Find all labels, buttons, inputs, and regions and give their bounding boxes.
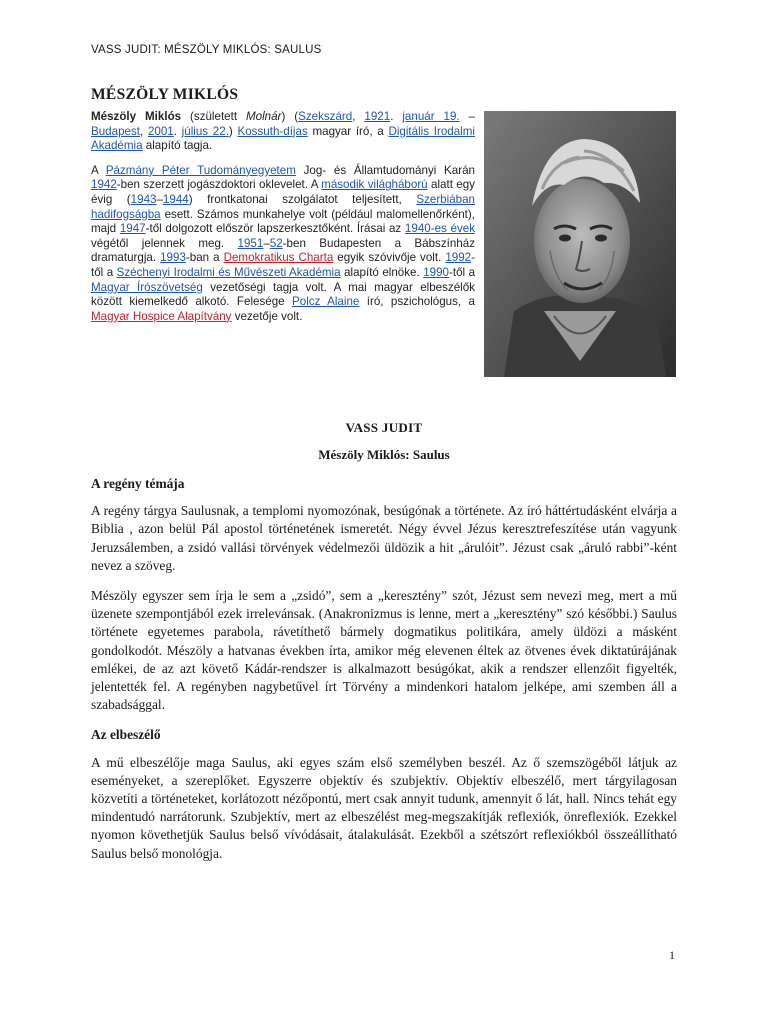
link-magyar-iroszovetseg[interactable]: Magyar Írószövetség [91, 280, 203, 294]
link-hadifogsagba[interactable]: hadifogságba [91, 207, 161, 221]
wiki-paragraph-1 [91, 110, 475, 154]
link-1990[interactable]: 1990 [423, 265, 449, 279]
text-fragment: alatt egy évig ( [91, 178, 475, 206]
text-fragment: esett. Számos munkahelye volt (például malomellenőrként), majd [91, 207, 475, 236]
wiki-paragraph-2 [91, 164, 475, 325]
page-number: 1 [669, 948, 675, 962]
link-2001[interactable]: 2001 [147, 124, 174, 138]
text-fragment: – [263, 236, 270, 250]
link-szerbiaban[interactable]: Szerbiában [416, 192, 475, 206]
section-heading: A regény témája [91, 476, 185, 491]
link-1944[interactable]: 1944 [162, 192, 189, 206]
link-pazmany[interactable]: Pázmány Péter Tudományegyetem [105, 163, 296, 177]
link-januar-19[interactable]: január 19. [402, 110, 460, 123]
wiki-excerpt [91, 110, 475, 334]
link-magyar-hospice-alapitvany[interactable]: Magyar Hospice Alapítvány [91, 309, 232, 323]
running-header: VASS JUDIT: MÉSZÖLY MIKLÓS: SAULUS [91, 44, 322, 56]
text-fragment: alapító elnöke. [340, 265, 424, 279]
body-paragraph: Mészöly egyszer sem írja le sem a „zsidó”, sem a „keresztény” szót, Jézust sem nevezi meg, mert a mű üzenete szempontjából ezek irrelevánsak. (Anakronizmus is lenne, mert a „keresztény” szó későbbi.) Saulus története egyetemes parabola, rávetíthető bármely dogmatikus politikára, amely üldözi a másként gondolkodót. Mészöly a hatvanas években írta, amikor még elevenen éltek az ötvenes évek diktatúrájának emlékei, de az azt követő Kádár-rendszer is alkalmazott besúgókat, akik a rendszer ellenzőit figyelték, jelentették fel. A regényben nagybetűvel írt Törvény a mindenkori hatalom jelképe, ami szemben áll a szabadsággal. [91, 588, 677, 713]
link-julius-22[interactable]: július 22. [181, 124, 229, 138]
link-masodik-vilaghaboru[interactable]: második világháború [321, 178, 428, 192]
text-fragment: alapító tagja. [142, 139, 213, 153]
link-1992[interactable]: 1992 [445, 251, 472, 265]
link-1993[interactable]: 1993 [160, 251, 186, 265]
article-author: VASS JUDIT [345, 420, 423, 435]
section-heading: Az elbeszélő [91, 727, 161, 743]
link-1943[interactable]: 1943 [130, 192, 157, 206]
text-fragment: vezetőségi tagja volt. A mai magyar elbeszélők között kiemelkedő alkotó. Felesége [91, 280, 475, 309]
link-1921[interactable]: 1921 [364, 110, 391, 123]
text-fragment: író, pszichológus, a [359, 295, 475, 309]
text-fragment: A [91, 163, 106, 177]
text-fragment: vezetője volt. [231, 309, 303, 323]
text-fragment: ) ( [281, 110, 299, 123]
text-fragment: , [352, 110, 365, 123]
text-fragment: -ban a [185, 251, 224, 265]
text-fragment: (született [181, 110, 246, 123]
portrait-image [484, 111, 676, 377]
wiki-title: MÉSZÖLY MIKLÓS [91, 86, 239, 103]
text-fragment: – [459, 110, 475, 123]
birth-name: Molnár [246, 110, 282, 123]
article-title: Mészöly Miklós: Saulus [318, 447, 450, 462]
portrait-photo [484, 111, 676, 377]
text-fragment: magyar író, a [307, 124, 389, 138]
link-polcz-alaine[interactable]: Polcz Alaine [292, 295, 360, 309]
text-fragment: -ben szerzett jogászdoktori oklevelet. A [116, 178, 322, 192]
subject-name: Mészöly Miklós [91, 110, 182, 123]
body-paragraph: A regény tárgya Saulusnak, a templomi nyomozónak, besúgónak a története. Az író háttértudásként elvárja a Biblia , azon belül Pál apostol történetének ismeretét. Négy évvel Jézus keresztrefeszítése után vagyunk Jeruzsálemben, a zsidó vallási törvények védelmezői üldözik a hit „árulóit”. Jézust csak „áruló rabbi”-ként nevez a szöveg. [91, 503, 677, 573]
link-szechenyi-akademia[interactable]: Széchenyi Irodalmi és Művészeti Akadémia [116, 265, 341, 279]
text-fragment: egyik szóvivője volt. [333, 251, 446, 265]
link-demokratikus-charta[interactable]: Demokratikus Charta [223, 251, 334, 265]
body-paragraph: A mű elbeszélője maga Saulus, aki egyes szám első személyben beszél. Az ő szemszögéből látjuk az eseményeket, a szereplőket. Egyszerre objektív és szubjektív. Objektív elbeszélő, mert tárgyilagosan közvetíti a történeteket, korlátozott nézőpontú, mert csak annyit tudunk, amennyit ő lát, hall. Nincs tehát egy mindentudó narrátorunk. Szubjektív, mert az elbeszélést meg-megszakítják reflexiók, önreflexiók. Ezekkel nyomon követhetjük Saulus belső vívódásait, átalakulását. Ezekből a szétszórt reflexiókból összeállítható Saulus belső monológja. [91, 754, 677, 861]
text-fragment: végétől jelennek meg. [91, 236, 238, 250]
text-fragment: – [156, 192, 163, 206]
text-fragment: . [390, 110, 403, 123]
text-fragment: Jog- és Államtudományi Karán [295, 163, 475, 177]
text-fragment: -ben Budapesten a Bábszínház dramaturgja. [91, 236, 475, 265]
link-1947[interactable]: 1947 [119, 222, 146, 236]
link-52[interactable]: 52 [269, 236, 283, 250]
link-kossuth-dijas[interactable]: Kossuth-díjas [237, 124, 308, 138]
text-fragment: ) frontkatonai szolgálatot teljesített, [188, 192, 417, 206]
text-fragment: , [140, 124, 148, 138]
link-budapest[interactable]: Budapest [91, 124, 140, 138]
text-fragment: . [173, 124, 182, 138]
link-1940-es-evek[interactable]: 1940-es évek [404, 222, 475, 236]
article-body [91, 475, 677, 875]
link-digitalis-irodalmi-akademia[interactable]: Digitális Irodalmi Akadémia [91, 124, 475, 153]
text-fragment: ) [228, 124, 238, 138]
text-fragment: -től dolgozott először lapszerkesztőként. Írásai az [145, 222, 405, 236]
text-fragment: -től a [449, 265, 476, 279]
link-szekszard[interactable]: Szekszárd [298, 110, 353, 123]
link-1951[interactable]: 1951 [237, 236, 264, 250]
text-fragment: -től a [91, 251, 476, 279]
link-1942[interactable]: 1942 [91, 178, 117, 192]
